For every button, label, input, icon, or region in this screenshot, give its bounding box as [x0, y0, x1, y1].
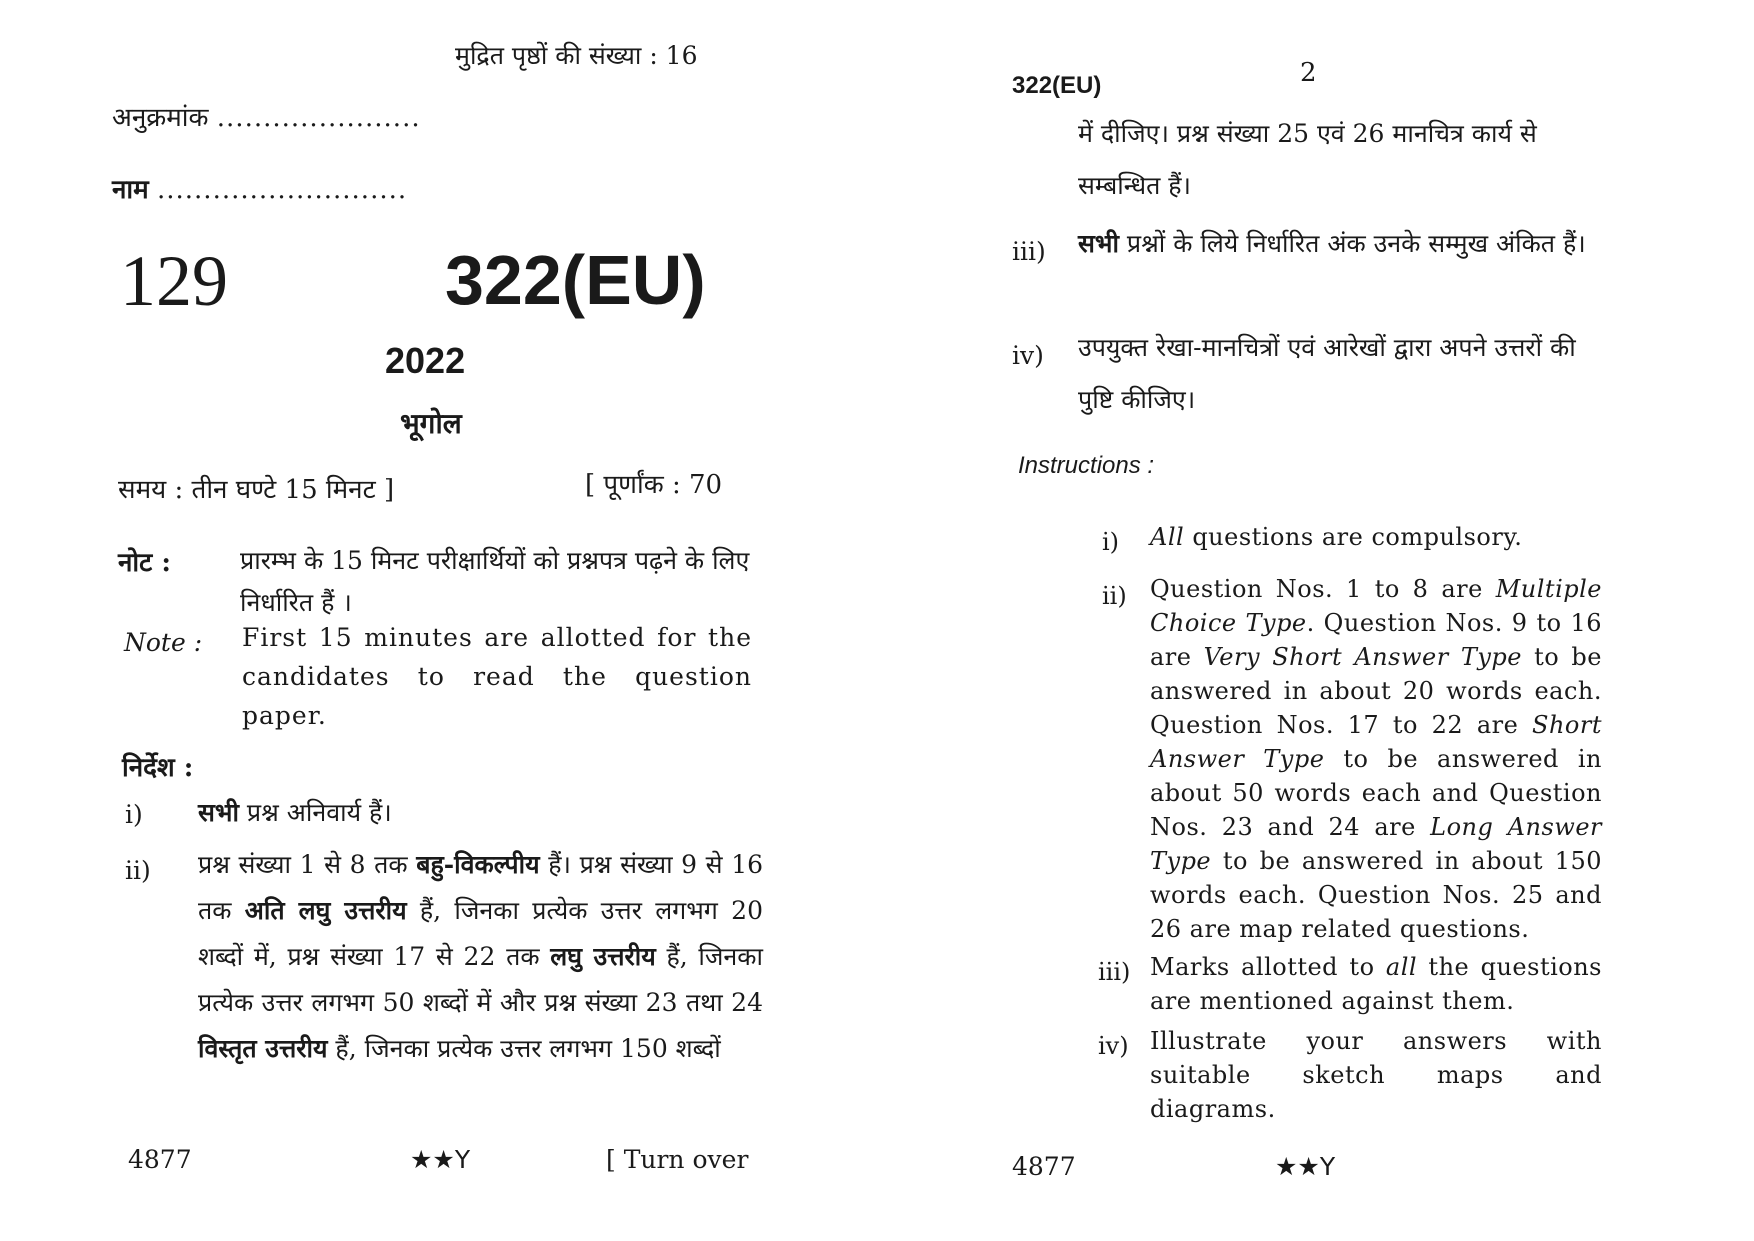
instructions-heading: Instructions :: [1018, 452, 1155, 479]
name-field: [112, 170, 407, 206]
name-label: नाम: [112, 175, 149, 205]
text-run: हैं, जिनका प्रत्येक उत्तर लगभग 150 शब्दों: [327, 1034, 721, 1063]
text-run: हैं। प्रश्न संख्या 9 से 16 तक: [198, 850, 764, 925]
direction-text: [198, 842, 763, 1072]
footer-code: 4877: [1012, 1152, 1076, 1181]
exam-year: 2022: [385, 340, 466, 381]
text-run: हैं, जिनका प्रत्येक उत्तर लगभग 50 शब्दों में और प्रश्न संख्या 23 तथा 24: [198, 942, 763, 1017]
note-hindi-text: प्रारम्भ के 15 मिनट परीक्षार्थियों को प्रश्नपत्र पढ़ने के लिए निर्धारित हैं ।: [240, 546, 750, 617]
direction-text: [198, 790, 768, 836]
note-hindi-label: नोट :: [118, 548, 171, 578]
text-run: बहु-विकल्पीय: [416, 850, 540, 879]
turn-over-note: [ Turn over: [606, 1145, 749, 1174]
direction-number: ii): [125, 856, 151, 885]
text-run: Very Short Answer Type: [1203, 643, 1522, 671]
paper-code-header: 322(EU): [1012, 72, 1102, 99]
instruction-number: i): [1102, 528, 1120, 556]
text-run: प्रश्न संख्या 1 से 8 तक: [198, 850, 417, 879]
direction-text: [1078, 218, 1618, 270]
footer-code: 4877: [128, 1145, 192, 1174]
instruction-number: iii): [1098, 958, 1131, 986]
text-run: Short Answer Type: [1150, 711, 1602, 773]
roll-number-dots: ......................: [216, 103, 421, 133]
maximum-marks: [ पूर्णांक : 70: [585, 470, 723, 500]
direction-number: iv): [1012, 341, 1044, 370]
text-run: all: [1385, 953, 1418, 981]
page-number: 2: [1300, 58, 1317, 88]
continued-direction-text: में दीजिए। प्रश्न संख्या 25 एवं 26 मानचित्र कार्य से सम्बन्धित हैं।: [1078, 119, 1537, 200]
text-run: Marks allotted to: [1150, 953, 1386, 981]
instruction-text: [1150, 950, 1602, 1018]
text-run: विस्तृत उत्तरीय: [198, 1034, 328, 1063]
footer-mark: ★★Y: [410, 1145, 471, 1174]
text-run: All: [1150, 523, 1185, 551]
printed-pages-count: मुद्रित पृष्ठों की संख्या : 16: [455, 41, 698, 70]
directions-heading: निर्देश :: [122, 753, 194, 783]
note-english-text: First 15 minutes are allotted for the candidates to read the question paper.: [242, 623, 752, 730]
note-english-label: Note :: [124, 628, 203, 657]
text-run: to be answered in about 150 words each. Question Nos. 25 and 26 are map related questions.: [1150, 847, 1602, 943]
instruction-text: [1150, 1024, 1602, 1126]
direction-text-rest: प्रश्न अनिवार्य हैं।: [238, 798, 392, 827]
paper-code: 322(EU): [445, 241, 706, 319]
text-run: to be answered in about 20 words each. Question Nos. 17 to 22 are: [1150, 643, 1602, 739]
text-run: अति लघु उत्तरीय: [244, 896, 407, 925]
subject-title: भूगोल: [400, 407, 462, 440]
instruction-text: [1150, 572, 1602, 946]
time-allowed: समय : तीन घण्टे 15 मिनट ]: [118, 475, 395, 505]
code-number: 129: [120, 241, 228, 321]
direction-bold-word: सभी: [198, 798, 239, 827]
text-run: the questions are mentioned against them.: [1150, 953, 1602, 1015]
direction-number: i): [125, 800, 143, 829]
direction-text: उपयुक्त रेखा-मानचित्रों एवं आरेखों द्वारा अपने उत्तरों की पुष्टि कीजिए।: [1078, 333, 1576, 414]
roll-number-label: अनुक्रमांक: [112, 103, 209, 133]
instruction-number: ii): [1102, 582, 1127, 610]
text-run: questions are compulsory.: [1184, 523, 1523, 551]
text-run: Long Answer Type: [1150, 813, 1602, 875]
roll-number-field: [112, 98, 421, 134]
footer-mark: ★★Y: [1275, 1152, 1336, 1181]
text-run: Multiple Choice Type: [1150, 575, 1602, 637]
text-run: . Question Nos. 9 to 16 are: [1150, 609, 1602, 671]
direction-text-rest: प्रश्नों के लिये निर्धारित अंक उनके सम्मुख अंकित हैं।: [1118, 229, 1586, 258]
text-run: हैं, जिनका प्रत्येक उत्तर लगभग 20 शब्दों में, प्रश्न संख्या 17 से 22 तक: [198, 896, 763, 971]
text-run: Illustrate your answers with suitable sketch maps and diagrams.: [1150, 1027, 1602, 1123]
instruction-number: iv): [1098, 1032, 1129, 1060]
text-run: Question Nos. 1 to 8 are: [1150, 575, 1496, 603]
instruction-text: [1150, 520, 1610, 554]
name-dots: ...........................: [156, 175, 408, 205]
direction-bold-word: सभी: [1078, 229, 1119, 258]
text-run: to be answered in about 50 words each and Question Nos. 23 and 24 are: [1150, 745, 1602, 841]
text-run: लघु उत्तरीय: [550, 942, 656, 971]
direction-number: iii): [1012, 237, 1046, 266]
